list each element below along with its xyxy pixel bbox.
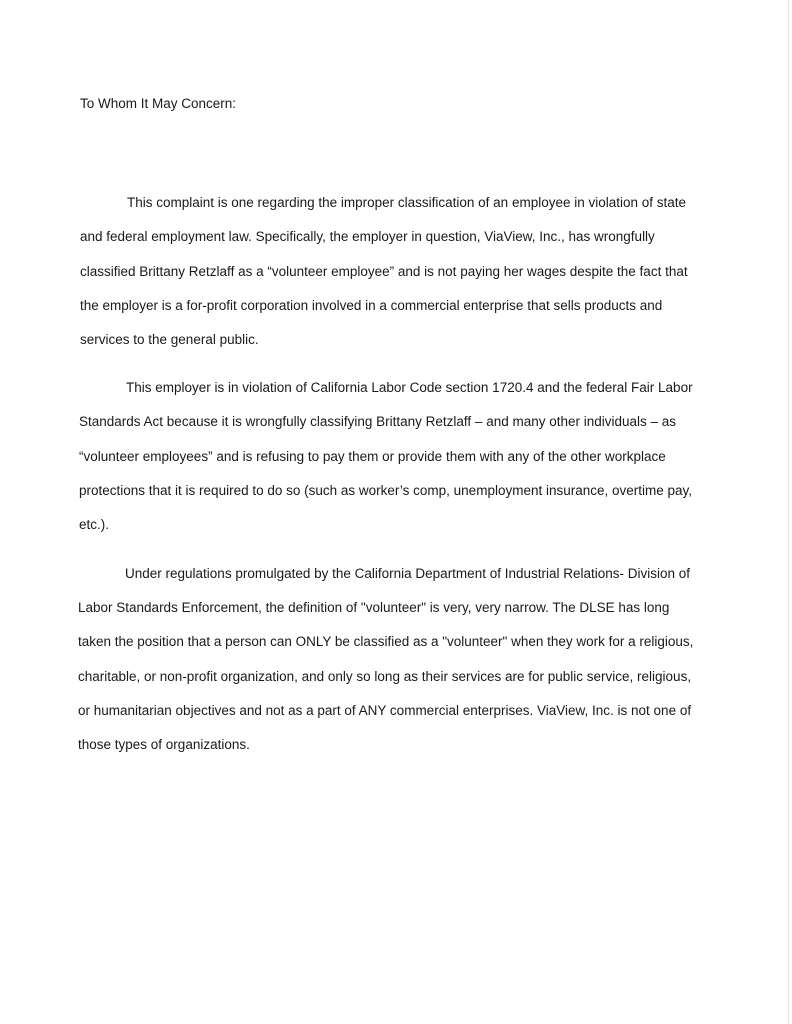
- paragraph-3-line-4: charitable, or non-profit organization, and only so long as their services are for public service, religious,: [78, 669, 692, 684]
- paragraph-3-line-6: those types of organizations.: [78, 737, 250, 752]
- paragraph-1-line-2: and federal employment law. Specifically, the employer in question, ViaView, Inc., has wrongfully: [80, 229, 655, 244]
- paragraph-2-line-2: Standards Act because it is wrongfully classifying Brittany Retzlaff – and many other individuals – as: [79, 414, 677, 429]
- paragraph-2-line-3: “volunteer employees” and is refusing to pay them or provide them with any of the other workplace: [79, 449, 666, 464]
- paragraph-1-line-1: This complaint is one regarding the improper classification of an employee in violation of state: [127, 195, 687, 210]
- paragraph-3-line-5: or humanitarian objectives and not as a part of ANY commercial enterprises. ViaView, Inc. is not one of: [78, 703, 692, 718]
- page-edge: [788, 0, 789, 1024]
- paragraph-2-line-5: etc.).: [79, 517, 110, 532]
- paragraph-3-line-1: Under regulations promulgated by the California Department of Industrial Relations- Division of: [125, 566, 691, 581]
- paragraph-3-line-2: Labor Standards Enforcement, the definition of "volunteer" is very, very narrow. The DLSE has long: [78, 600, 670, 615]
- paragraph-2-line-4: protections that it is required to do so (such as worker’s comp, unemployment insurance, overtime pay,: [79, 483, 693, 498]
- paragraph-2-line-1: This employer is in violation of California Labor Code section 1720.4 and the federal Fair Labor: [126, 380, 693, 395]
- paragraph-1-line-3: classified Brittany Retzlaff as a “volunteer employee” and is not paying her wages despite the fact that: [80, 264, 688, 279]
- paragraph-1-line-4: the employer is a for-profit corporation involved in a commercial enterprise that sells products and: [80, 298, 663, 313]
- paragraph-1-line-5: services to the general public.: [80, 332, 259, 347]
- paragraph-3-line-3: taken the position that a person can ONLY be classified as a "volunteer" when they work for a religious,: [78, 634, 694, 649]
- salutation: To Whom It May Concern:: [80, 96, 237, 111]
